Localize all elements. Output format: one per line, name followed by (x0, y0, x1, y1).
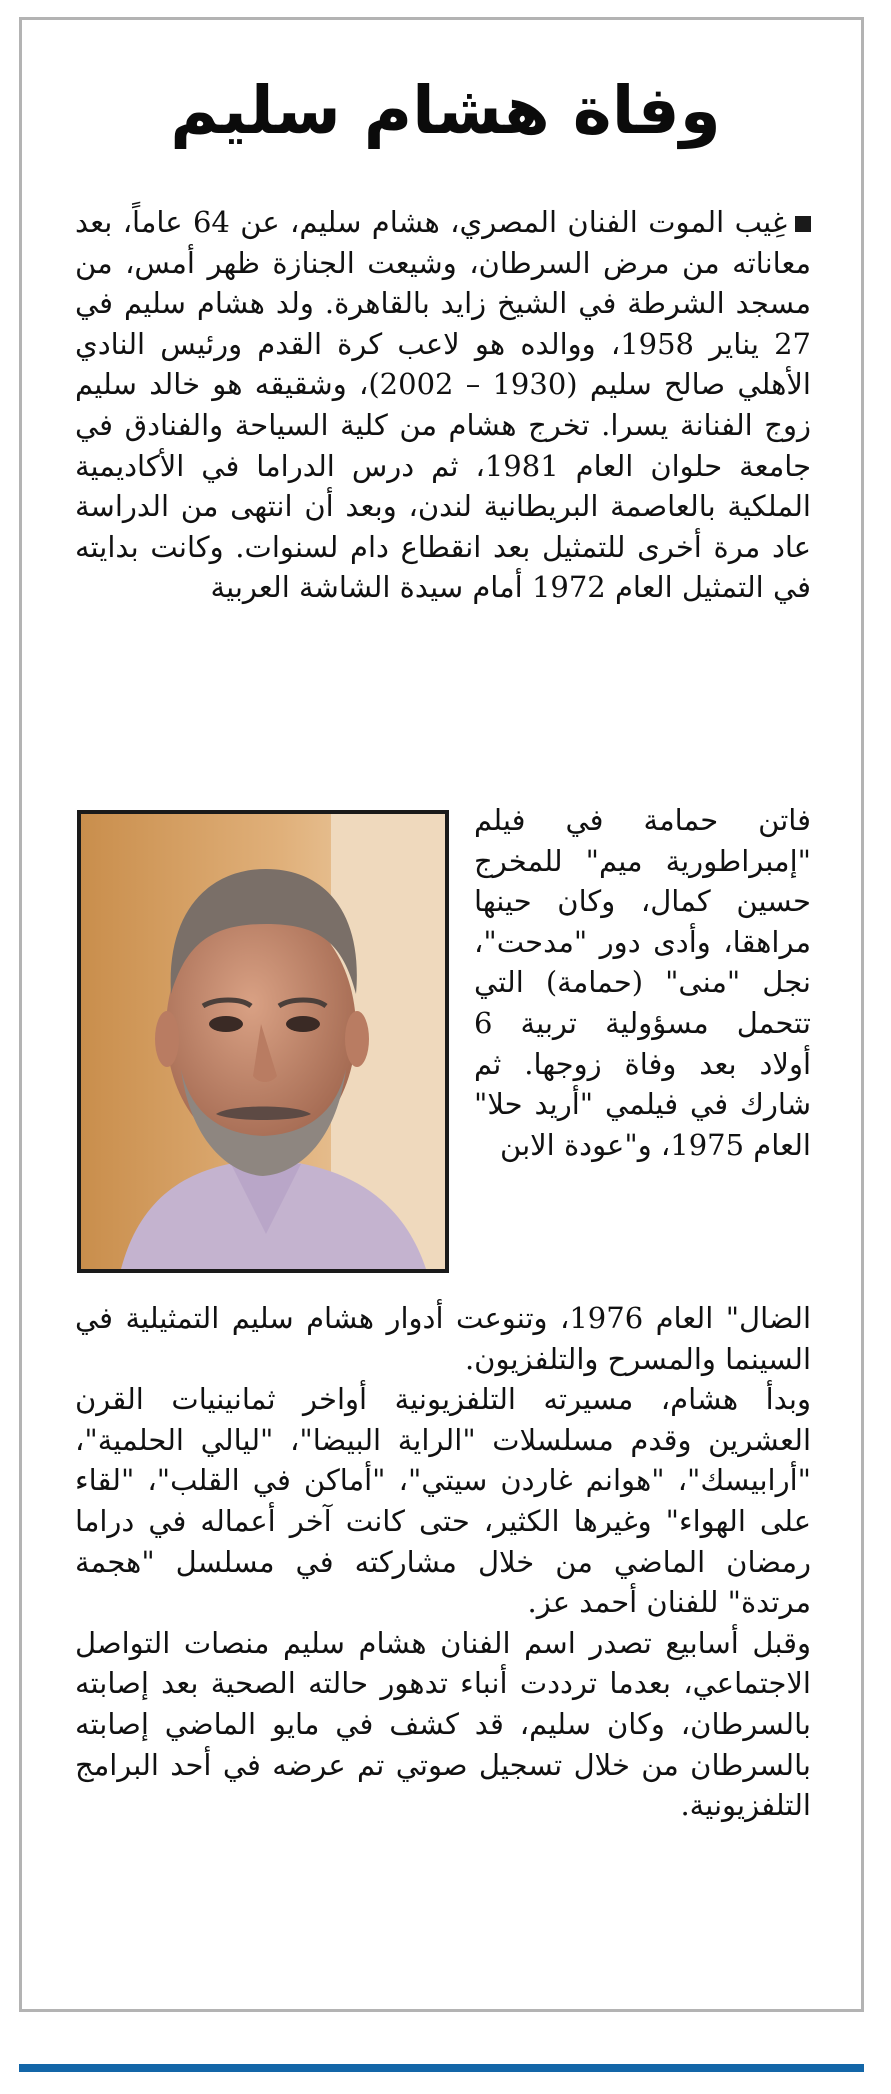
paragraph-3: وقبل أسابيع تصدر اسم الفنان هشام سليم منصات التواصل الاجتماعي، بعدما ترددت أنباء تدهور حالته الصحية بعد إصابته بالسرطان، وكان سليم، قد كشف في مايو الماضي إصابته بالسرطان من خلال تسجيل صوتي تم عرضه في أحد البرامج التلفزيونية. (75, 1625, 811, 1823)
paragraph-1-top (75, 202, 811, 608)
article-body-bottom (75, 1298, 811, 1826)
paragraph-1-end: الضال" العام 1976، وتنوعت أدوار هشام سليم التمثيلية في السينما والمسرح والتلفزيون. (75, 1301, 812, 1376)
paragraph-2: وبدأ هشام، مسيرته التلفزيونية أواخر ثمانينيات القرن العشرين وقدم مسلسلات "الراية البيضا"، "ليالي الحلمية"، "أرابيسك"، "هوانم غاردن سيتي"، "أماكن في القلب"، "لقاء على الهواء" وغيرها الكثير، حتى كانت آخر أعماله في دراما رمضان الماضي من خلال مشاركته في مسلسل "هجمة مرتدة" للفنان أحمد عز. (75, 1382, 811, 1620)
paragraph-1-top-text: غِيب الموت الفنان المصري، هشام سليم، عن 64 عاماً، بعد معاناته من مرض السرطان، وشيعت الجنازة ظهر أمس، من مسجد الشرطة في الشيخ زايد بالقاهرة. ولد هشام سليم في 27 يناير 1958، ووالده هو لاعب كرة القدم ورئيس النادي الأهلي صالح سليم (1930 – 2002)، وشقيقه هو خالد سليم زوج الفنانة يسرا. تخرج هشام من كلية السياحة والفنادق في جامعة حلوان العام 1981، ثم درس الدراما في الأكاديمية الملكية بالعاصمة البريطانية لندن، وبعد أن انتهى من الدراسة عاد مرة أخرى للتمثيل بعد انقطاع دام لسنوات. وكانت بدايته في التمثيل العام 1972 أمام سيدة الشاشة العربية (75, 205, 812, 605)
bottom-divider (19, 2064, 864, 2072)
portrait-illustration (81, 814, 445, 1269)
article-headline: وفاة هشام سليم (170, 72, 721, 149)
article-body-top (75, 202, 811, 608)
square-bullet-icon (795, 216, 811, 232)
portrait-photo (77, 810, 449, 1273)
paragraph-1-side: فاتن حمامة في فيلم "إمبراطورية ميم" للمخرج حسين كمال، وكان حينها مراهقا، وأدى دور "مدحت"، نجل "منى" (حمامة) التي تتحمل مسؤولية تربية 6 أولاد بعد وفاة زوجها. ثم شارك في فيلمي "أريد حلا" العام 1975، و"عودة الابن (474, 803, 811, 1162)
article-body-beside-photo (474, 771, 811, 1194)
